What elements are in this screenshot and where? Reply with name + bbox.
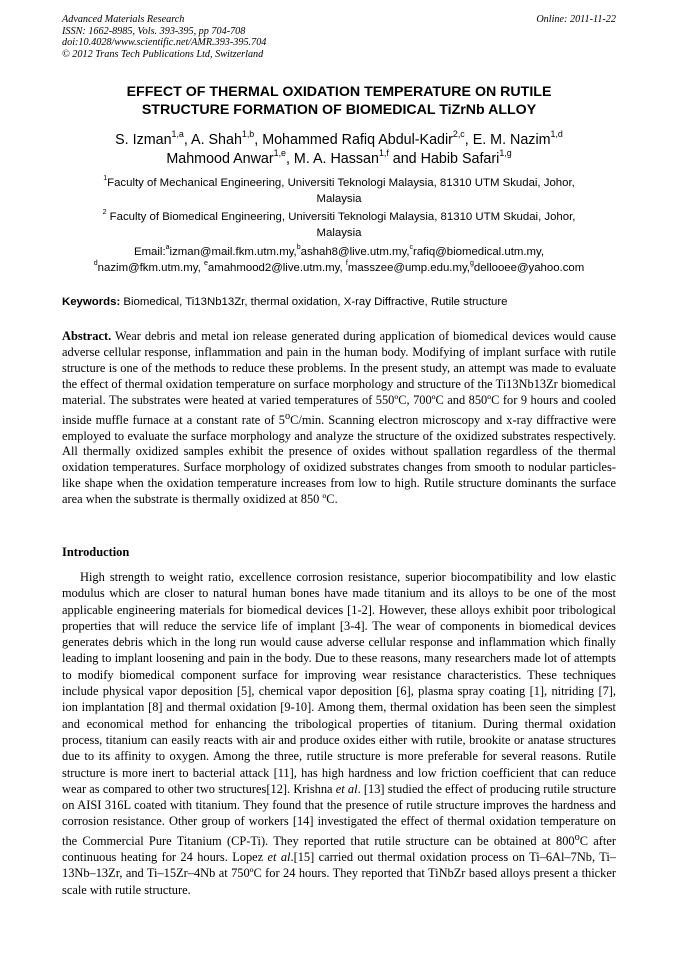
article-doi[interactable]: doi:10.4028/www.scientific.net/AMR.393-395.704 xyxy=(62,37,267,49)
et-al: et al xyxy=(335,781,358,796)
online-date: Online: 2011-11-22 xyxy=(536,14,616,25)
journal-issn: ISSN: 1662-8985, Vols. 393-395, pp 704-708 xyxy=(62,25,246,37)
author-separator: , xyxy=(254,132,263,148)
author-affil-mark: 1,d xyxy=(550,128,563,139)
email-address[interactable]: masszee@ump.edu.my, xyxy=(347,261,470,274)
author-separator: , xyxy=(464,132,473,148)
email-address[interactable]: rafiq@biomedical.utm.my, xyxy=(413,246,545,258)
email-address[interactable]: amahmood2@live.utm.my, xyxy=(207,261,343,274)
intro-text: .[15] carried out thermal oxidation process on Ti–6Al–7Nb, Ti–13Nb–13Zr, and Ti–15Zr–4Nb at 750ºC for 24 hours. They reported that TiNbZr based alloys present a thicker scale with rutile structure. xyxy=(62,850,616,897)
author-affil-mark: 2,c xyxy=(452,128,465,139)
introduction-paragraph xyxy=(62,569,616,898)
affiliation-text: Faculty of Biomedical Engineering, Universiti Teknologi Malaysia, 81310 UTM Skudai, Johor, xyxy=(109,211,576,223)
affiliation-country: Malaysia xyxy=(316,226,362,239)
affiliation-line xyxy=(62,210,616,226)
intro-text: C after continuous heating for 24 hours. Lopez xyxy=(62,833,616,865)
email-address[interactable]: izman@mail.fkm.utm.my, xyxy=(169,246,297,258)
affiliation-mark: 2 xyxy=(102,209,107,217)
affiliation-country: Malaysia xyxy=(316,192,362,205)
email-mark: g xyxy=(469,259,474,267)
keywords xyxy=(62,295,622,310)
keywords-text: Biomedical, Ti13Nb13Zr, thermal oxidation, X-ray Diffractive, Rutile structure xyxy=(123,296,508,308)
author-separator: and xyxy=(388,151,421,167)
author-name: A. Shah xyxy=(191,132,242,148)
affiliation-text: Faculty of Mechanical Engineering, Universiti Teknologi Malaysia, 81310 UTM Skudai, Johor, xyxy=(107,177,575,189)
author-line-1 xyxy=(62,128,616,150)
author-affil-mark: 1,e xyxy=(273,147,286,158)
abstract-text-cont: C/min. Scanning electron microscopy and x-ray diffractive were employed to evaluate the surface morphology and analyze the structure of the oxidized substrates respectively. All thermally oxidized samples exhibit the presence of oxides without spallation regardless of the thermal oxidation temperatures. Surface morphology of oxidized substrates changes from smooth to nodular particles-like shape when the oxidation temperature increases from low to high. Rutile structure dominants the surface area when the substrate is thermally oxidized at 850 ºC. xyxy=(62,412,616,507)
affiliation-2 xyxy=(62,210,616,241)
email-mark: f xyxy=(345,259,348,267)
email-mark: a xyxy=(165,244,170,252)
email-list xyxy=(62,245,616,276)
email-label: Email: xyxy=(133,246,166,258)
author-name: Mohammed Rafiq Abdul-Kadir xyxy=(262,132,453,148)
degree-mark: o xyxy=(284,410,291,422)
section-heading-introduction: Introduction xyxy=(62,545,130,559)
author-name: E. M. Nazim xyxy=(472,132,551,148)
author-affil-mark: 1,a xyxy=(171,128,184,139)
abstract-label: Abstract. xyxy=(62,329,112,343)
author-name: M. A. Hassan xyxy=(293,151,379,167)
author-affil-mark: 1,b xyxy=(241,128,255,139)
journal-header xyxy=(62,14,616,60)
degree-mark: o xyxy=(574,831,580,843)
email-address[interactable]: nazim@fkm.utm.my, xyxy=(97,261,201,274)
email-line-2 xyxy=(62,261,616,277)
affiliation-1 xyxy=(62,176,616,207)
paper-title xyxy=(62,83,616,119)
copyright-notice: © 2012 Trans Tech Publications Ltd, Switzerland xyxy=(62,48,264,60)
author-line-2 xyxy=(62,147,616,169)
title-line-2: STRUCTURE FORMATION OF BIOMEDICAL TiZrNb ALLOY xyxy=(141,102,537,118)
author-name: S. Izman xyxy=(115,132,172,148)
email-address[interactable]: ashah8@live.utm.my, xyxy=(300,246,410,258)
intro-text: . [13] studied the effect of producing rutile structure on AISI 316L coated with titanium. They found that the presence of rutile structure improves the hardness and corrosion resistance. Other group of workers [14] investigated the effect of thermal oxidation temperature on the Commercial Pure Titanium (CP-Ti). They reported that rutile structure can be obtained at 800 xyxy=(62,781,616,848)
author-affil-mark: 1,g xyxy=(499,147,512,158)
keywords-label: Keywords: xyxy=(62,296,121,308)
email-line-1 xyxy=(62,245,616,261)
author-list xyxy=(62,128,616,169)
title-line-1: EFFECT OF THERMAL OXIDATION TEMPERATURE ON RUTILE xyxy=(126,84,552,100)
email-mark: b xyxy=(296,244,301,252)
email-address[interactable]: dellooee@yahoo.com xyxy=(473,261,585,274)
email-mark: c xyxy=(409,244,414,252)
et-al: et al xyxy=(267,850,291,865)
email-mark: e xyxy=(203,259,208,267)
author-affil-mark: 1,f xyxy=(378,147,389,158)
author-name: Mahmood Anwar xyxy=(166,151,274,167)
author-separator: , xyxy=(285,151,294,167)
abstract xyxy=(62,329,616,508)
journal-name: Advanced Materials Research xyxy=(62,14,185,25)
author-separator: , xyxy=(183,132,192,148)
affiliation-mark: 1 xyxy=(103,175,108,183)
abstract-text: Wear debris and metal ion release generated during application of biomedical devices would cause adverse cellular response, inflammation and pain in the human body. Modifying of implant surface with rutile structure is one of the methods to reduce these problems. In the present study, an attempt was made to evaluate the effect of thermal oxidation temperature on surface morphology and structure of the Ti13Nb13Zr biomedical material. The substrates were heated at varied temperatures of 550ºC, 700ºC and 850ºC for 9 hours and cooled inside muffle furnace at a constant rate of 5 xyxy=(62,329,616,427)
email-mark: d xyxy=(93,259,98,267)
affiliation-line xyxy=(62,176,616,192)
intro-text: High strength to weight ratio, excellence corrosion resistance, superior biocompatibility and low elastic modulus which are closer to natural human bones have made titanium and its alloys to be one of the most applicable engineering materials for biomedical devices [1-2]. However, these alloys exhibit poor tribological properties that will reduce the service life of implant [3-4]. The wear of components in biomedical devices generates debris which in the long run would cause adverse cellular response and inflammation which finally leading to implant loosening and pain in the body. Due to these reasons, many researchers made lot of attempts to modify biomedical component surface for improving wear resistance characteristics. These techniques include physical vapor deposition [5], chemical vapor deposition [6], plasma spray coating [1], nitriding [7], ion implantation [8] and thermal oxidation [9-10]. Among them, thermal oxidation has been seen the simplest and economical method for enhancing the tribological properties of titanium. During thermal oxidation process, titanium can easily reacts with air and produce oxides either with rutile, brookite or anatase structures due to its affinity to oxygen. Among the three, rutile structure is more preferable for several reasons. Rutile structure is more inert to bacterial attack [11], has high hardness and low friction coefficient that can reduce wear as compared to other two structures[12]. Krishna xyxy=(62,570,616,796)
author-name: Habib Safari xyxy=(420,151,500,167)
